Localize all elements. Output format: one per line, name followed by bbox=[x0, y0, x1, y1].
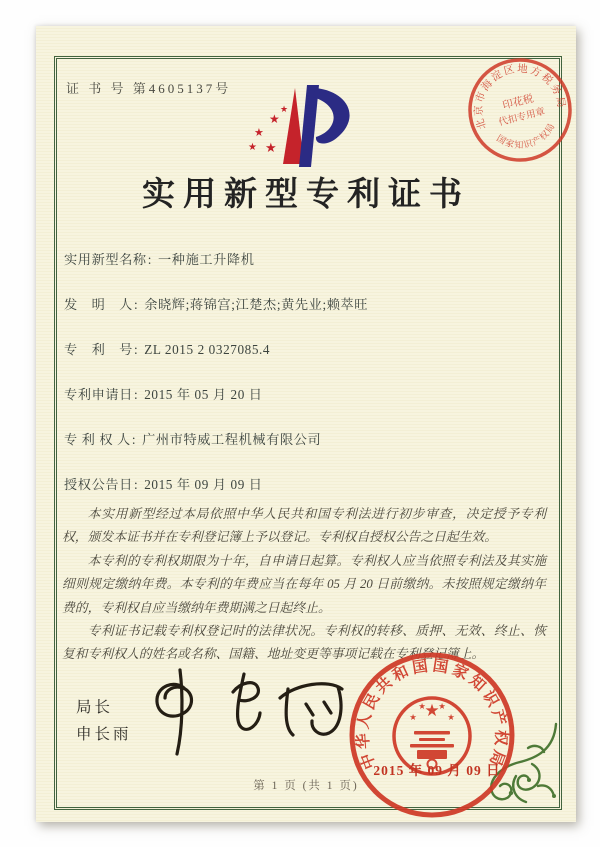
cnipa-logo-icon bbox=[236, 80, 376, 168]
signer-block bbox=[76, 694, 132, 748]
field-label: 授权公告日 bbox=[64, 477, 133, 492]
field-label: 专 利 号 bbox=[64, 342, 133, 357]
seal-ring-text: 中华人民共和国国家知识产权局 bbox=[354, 657, 510, 772]
seal-date-stamp: 2015 年 09 月 09 日 bbox=[373, 763, 501, 778]
field-list bbox=[64, 250, 548, 520]
field-value: 2015 年 05 月 20 日 bbox=[144, 387, 263, 402]
tax-seal-bottom-text: 国家知识产权局 bbox=[494, 120, 558, 151]
logo-stars bbox=[248, 105, 288, 156]
tax-seal-top-text: 北京市海淀区地方税务局 bbox=[473, 63, 567, 131]
tax-seal-center-line2: 代扣专用章 bbox=[497, 107, 547, 129]
legal-paragraph-2: 本专利的专利权期限为十年，自申请日起算。专利权人应当依照专利法及其实施细则规定缴纳年费。本专利的年费应当在每年 05 月 20 日前缴纳。未按照规定缴纳年费的，专利权自应当缴纳年费期满之日起终止。 bbox=[62, 553, 546, 615]
svg-text:★: ★ bbox=[248, 142, 257, 153]
field-patentee: 专 利 权 人: 广州市特威工程机械有限公司 bbox=[64, 432, 322, 447]
field-value: 一种施工升降机 bbox=[158, 252, 255, 267]
svg-text:★: ★ bbox=[265, 141, 277, 156]
svg-text:★: ★ bbox=[409, 713, 417, 723]
field-label: 实用新型名称 bbox=[64, 252, 147, 267]
seal-outer-ring bbox=[352, 655, 512, 815]
stamp-tax-seal bbox=[450, 40, 591, 181]
field-label: 专 利 权 人 bbox=[64, 432, 131, 447]
certificate-number: 证 书 号 第4605137号 bbox=[66, 81, 232, 96]
svg-text:★: ★ bbox=[254, 126, 264, 139]
page-number: 第 1 页 (共 1 页) bbox=[253, 780, 359, 792]
field-label: 专利申请日 bbox=[64, 387, 133, 402]
field-inventors: 发 明 人: 余晓辉;蒋锦宫;江楚杰;黄先业;赖萃旺 bbox=[64, 297, 369, 312]
field-application-date: 专利申请日: 2015 年 05 月 20 日 bbox=[64, 387, 263, 402]
svg-text:★: ★ bbox=[424, 701, 440, 721]
svg-text:★: ★ bbox=[269, 112, 280, 126]
logo-blue-bowl bbox=[313, 88, 350, 144]
legal-text bbox=[62, 503, 546, 667]
field-utility-model-name: 实用新型名称: 一种施工升降机 bbox=[64, 252, 255, 267]
svg-text:★: ★ bbox=[418, 702, 426, 712]
field-value: 2015 年 09 月 09 日 bbox=[144, 477, 263, 492]
svg-text:★: ★ bbox=[447, 713, 455, 723]
svg-text:★: ★ bbox=[280, 105, 289, 115]
certificate-title: 实用新型专利证书 bbox=[142, 177, 470, 213]
field-grant-date: 授权公告日: 2015 年 09 月 09 日 bbox=[64, 477, 263, 492]
field-value: ZL 2015 2 0327085.4 bbox=[144, 342, 271, 357]
legal-paragraph-3: 专利证书记载专利权登记时的法律状况。专利权的转移、质押、无效、终止、恢复和专利权人的姓名或名称、国籍、地址变更等事项记载在专利登记簿上。 bbox=[62, 624, 546, 662]
signer-title: 局长 bbox=[76, 699, 114, 716]
field-patent-number: 专 利 号: ZL 2015 2 0327085.4 bbox=[64, 342, 271, 357]
field-label: 发 明 人 bbox=[64, 297, 133, 312]
field-value: 余晓辉;蒋锦宫;江楚杰;黄先业;赖萃旺 bbox=[144, 297, 369, 312]
tax-seal-center-line1: 印花税 bbox=[501, 93, 535, 112]
certificate-paper bbox=[36, 26, 576, 822]
legal-paragraph-1: 本实用新型经过本局依照中华人民共和国专利法进行初步审查，决定授予专利权，颁发本证书并在专利登记簿上予以登记。专利权自授权公告之日起生效。 bbox=[62, 507, 546, 545]
field-value: 广州市特威工程机械有限公司 bbox=[142, 432, 322, 447]
director-signature bbox=[138, 662, 368, 772]
cnipa-official-seal bbox=[347, 650, 517, 820]
svg-text:★: ★ bbox=[438, 702, 446, 712]
signer-name: 申长雨 bbox=[76, 726, 132, 743]
